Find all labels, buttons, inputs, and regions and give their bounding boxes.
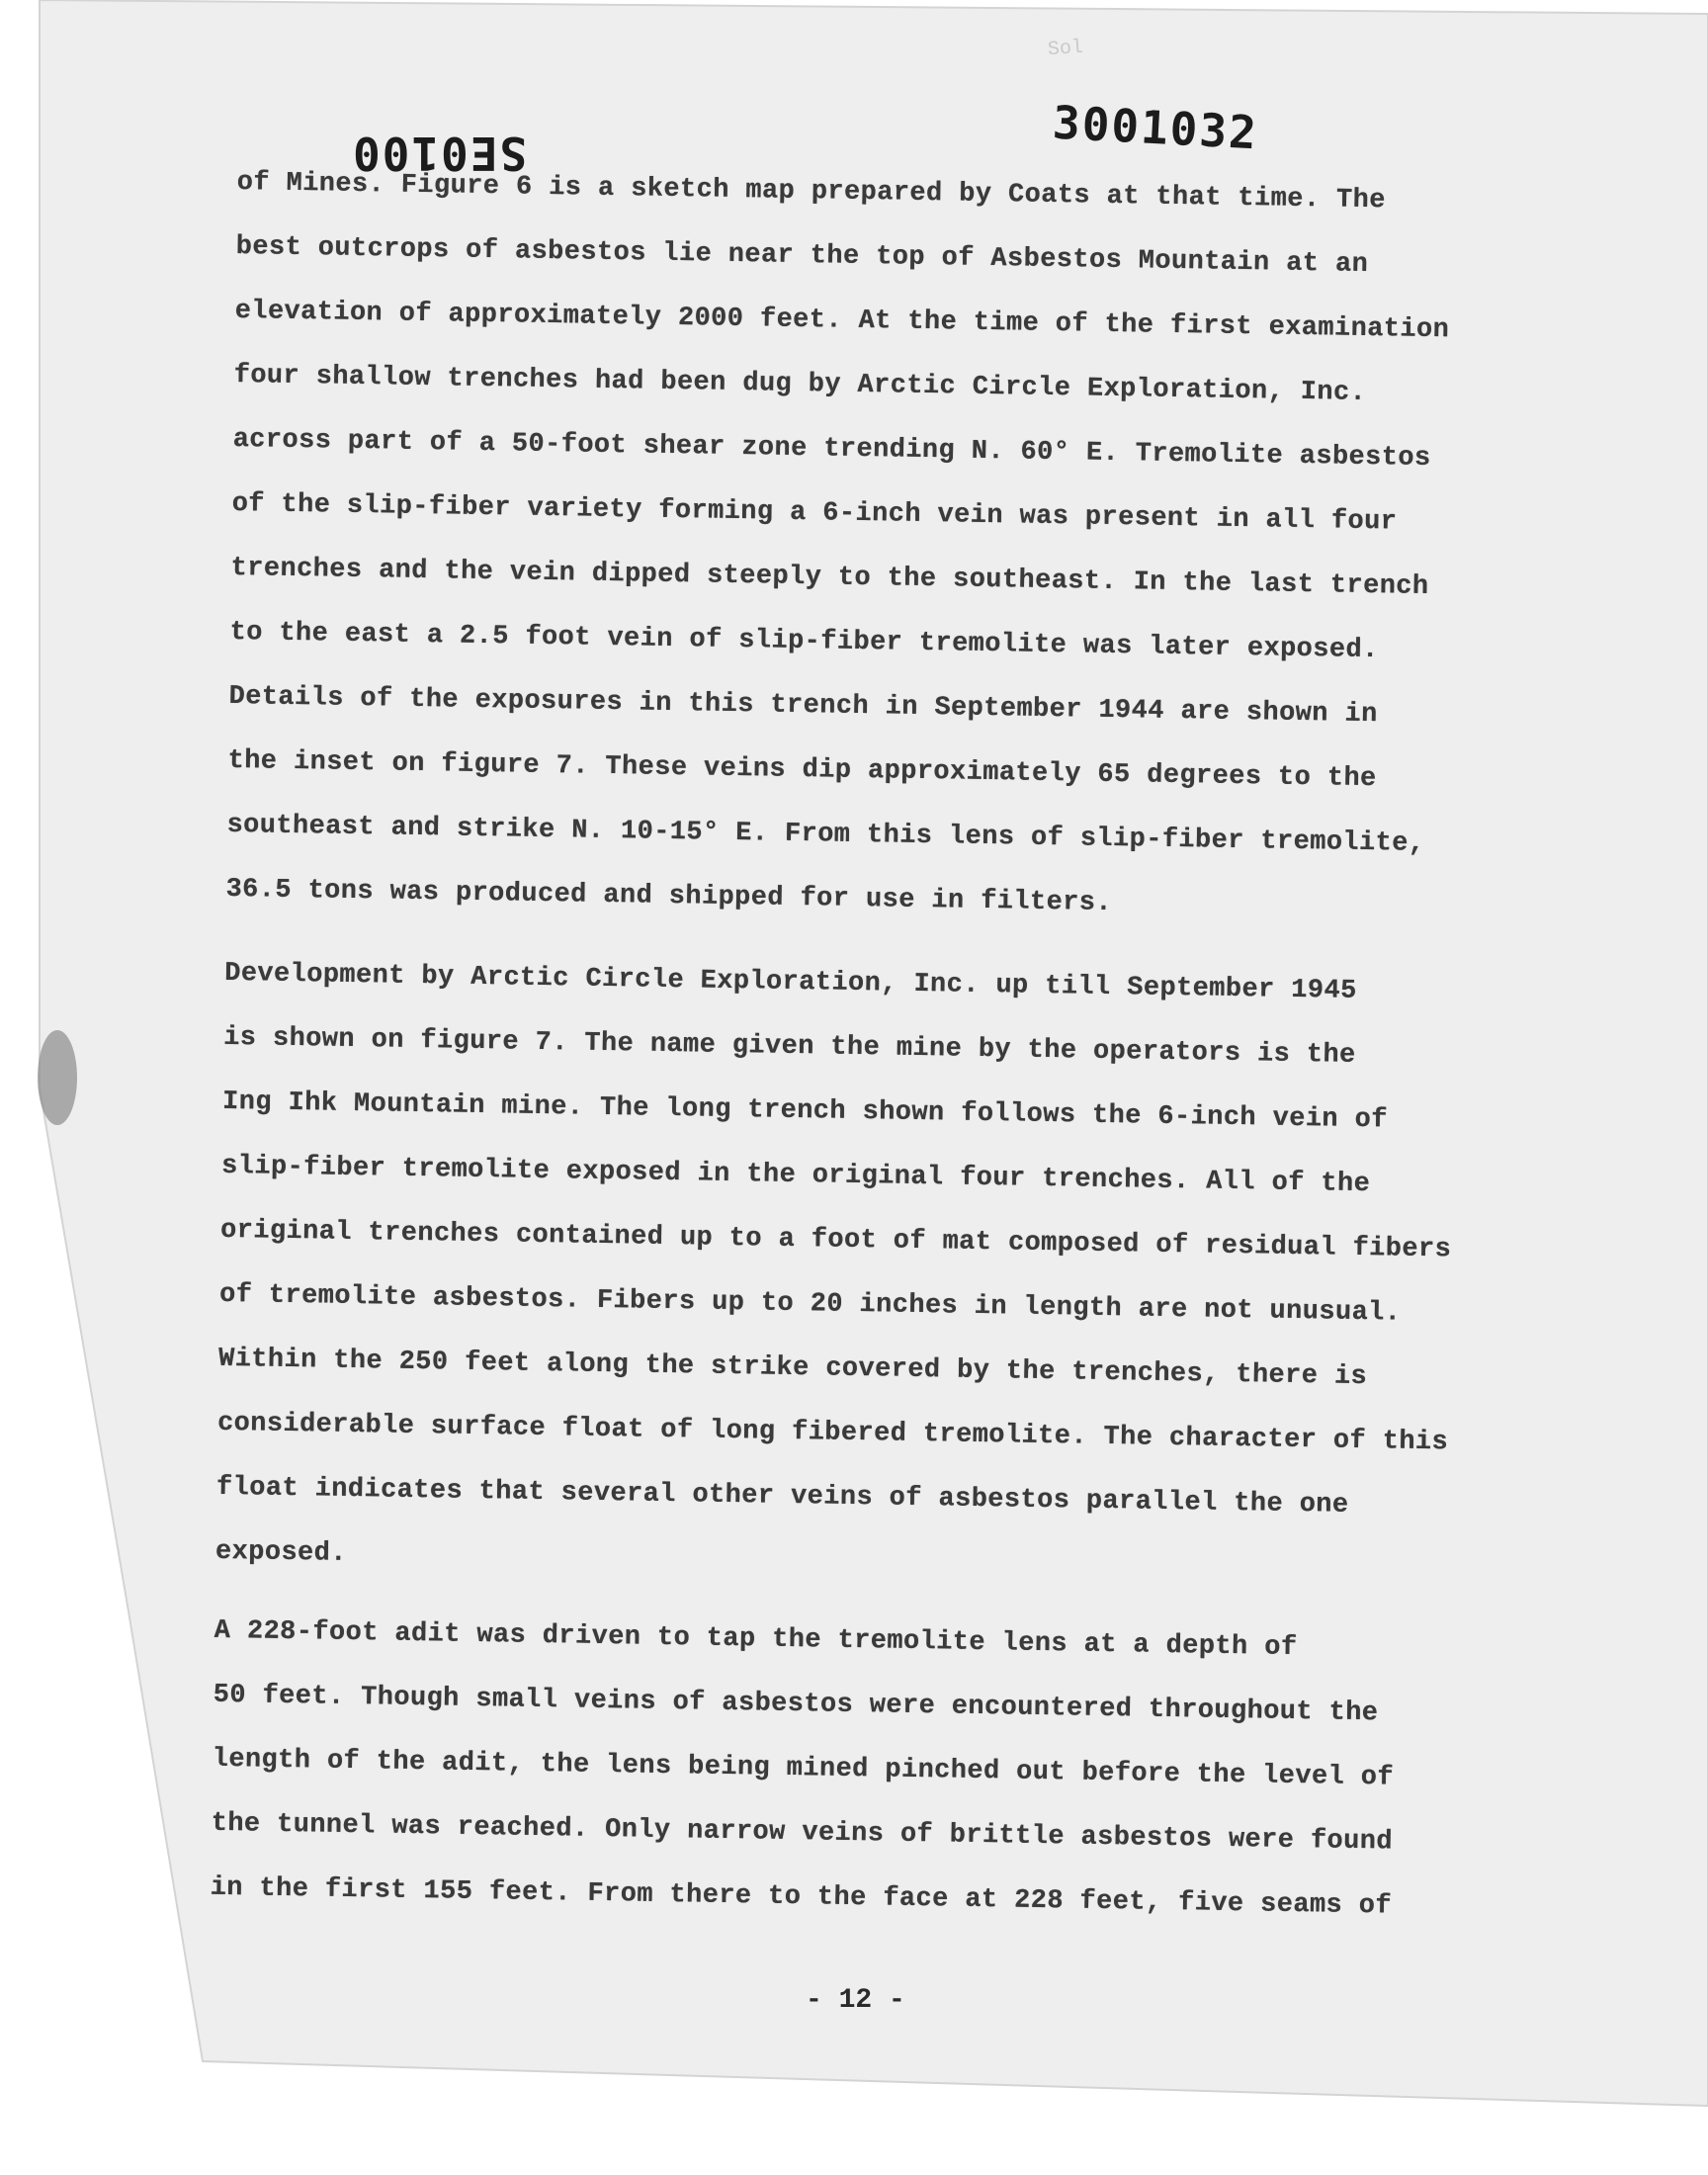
text-line: considerable surface float of long fibered tremolite. The character of this: [216, 1408, 1449, 1458]
faint-mark: Sol: [1047, 36, 1084, 62]
text-line: across part of a 50-foot shear zone trending N. 60° E. Tremolite asbestos: [232, 424, 1431, 475]
text-line: of the slip-fiber variety forming a 6-inch vein was present in all four: [231, 488, 1398, 538]
text-line: A 228-foot adit was driven to tap the tremolite lens at a depth of: [214, 1615, 1298, 1664]
text-line: southeast and strike N. 10-15° E. From this lens of slip-fiber tremolite,: [226, 810, 1425, 859]
text-line: Development by Arctic Circle Exploration, Inc. up till September 1945: [223, 958, 1357, 1006]
text-line: the tunnel was reached. Only narrow veins of brittle asbestos were found: [211, 1808, 1394, 1858]
text-line: to the east a 2.5 foot vein of slip-fiber tremolite was later exposed.: [229, 617, 1379, 666]
text-line: the inset on figure 7. These veins dip approximately 65 degrees to the: [227, 745, 1377, 795]
text-line: length of the adit, the lens being mined pinched out before the level of: [212, 1744, 1395, 1793]
text-line: exposed.: [214, 1536, 348, 1569]
text-line: of tremolite asbestos. Fibers up to 20 inches in length are not unusual.: [218, 1279, 1402, 1329]
text-line: four shallow trenches had been dug by Arctic Circle Exploration, Inc.: [233, 360, 1367, 408]
document-id-stamp-left: SE0100: [351, 127, 528, 180]
text-line: 36.5 tons was produced and shipped for use in filters.: [225, 874, 1113, 918]
text-line: float indicates that several other veins of asbestos parallel the one: [215, 1472, 1349, 1521]
text-line: original trenches contained up to a foot of mat composed of residual fibers: [219, 1215, 1452, 1265]
page-number: - 12 -: [806, 1985, 905, 2016]
text-line: is shown on figure 7. The name given the mine by the operators is the: [222, 1022, 1356, 1071]
text-line: in the first 155 feet. From there to the face at 228 feet, five seams of: [210, 1872, 1393, 1922]
scan-smudge: [38, 1030, 77, 1125]
text-line: Details of the exposures in this trench in September 1944 are shown in: [228, 681, 1378, 731]
text-line: Ing Ihk Mountain mine. The long trench shown follows the 6-inch vein of: [221, 1087, 1389, 1136]
text-line: elevation of approximately 2000 feet. At the time of the first examination: [234, 296, 1450, 346]
text-line: Within the 250 feet along the strike covered by the trenches, there is: [217, 1344, 1368, 1393]
text-line: 50 feet. Though small veins of asbestos were encountered throughout the: [213, 1680, 1379, 1729]
text-line: best outcrops of asbestos lie near the top of Asbestos Mountain at an: [235, 231, 1369, 280]
text-line: of Mines. Figure 6 is a sketch map prepared by Coats at that time. The: [236, 168, 1387, 217]
document-id-stamp-right: 3001032: [1051, 95, 1260, 160]
text-line: slip-fiber tremolite exposed in the original four trenches. All of the: [220, 1151, 1371, 1200]
text-line: trenches and the vein dipped steeply to the southeast. In the last trench: [230, 553, 1429, 602]
